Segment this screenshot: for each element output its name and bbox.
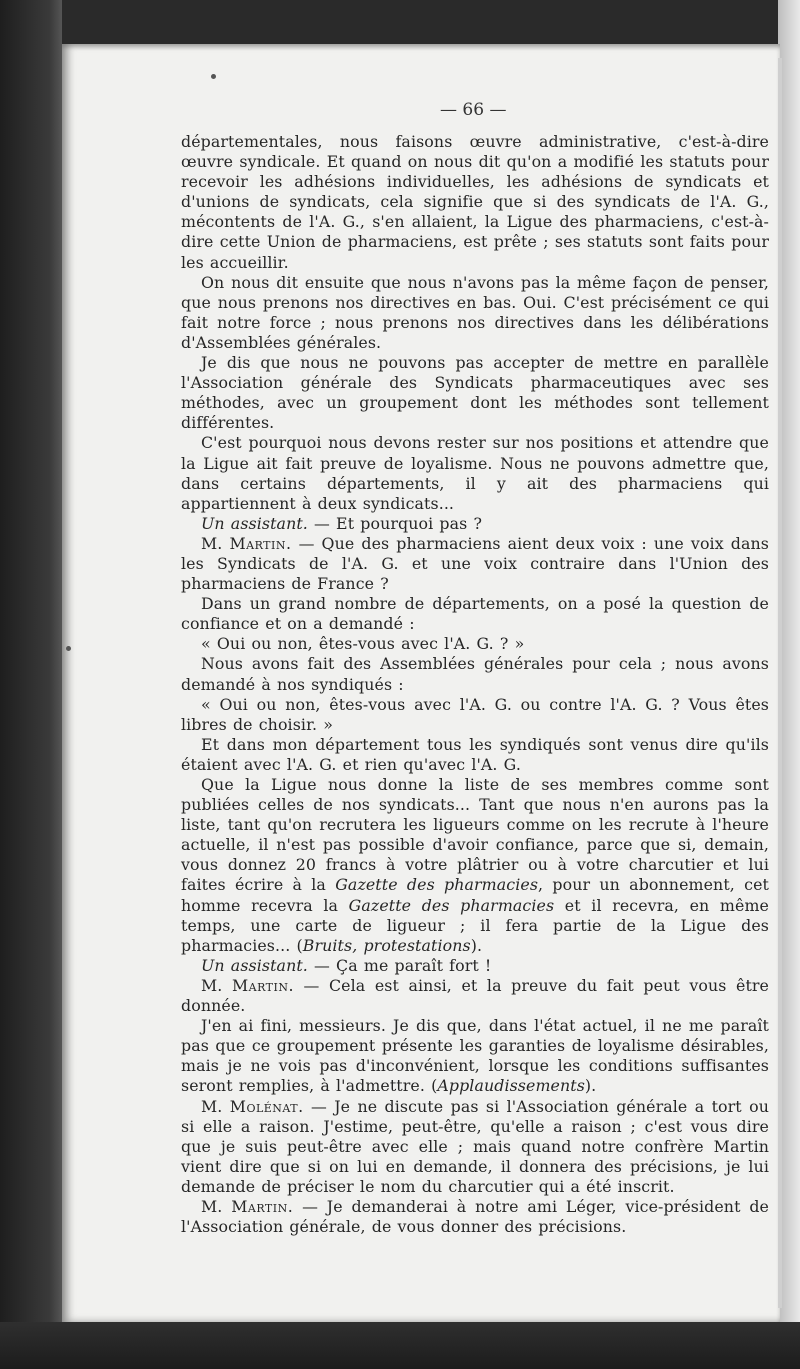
paragraph-text: , pour un abonnement, cet homme recevra la bbox=[181, 875, 769, 915]
paragraph-text: — Et pourquoi pas ? bbox=[307, 513, 483, 533]
paragraph-text: J'en ai fini, messieurs. Je dis que, dans l'état actuel, il ne me paraît pas que ce groupement présente les garanties de loyalisme désirables, mais je ne vois pas d'inconvénient, lorsque les conditions suffisantes seront remplies, à l'admettre. ( bbox=[181, 1016, 769, 1096]
paragraph-8 bbox=[181, 634, 769, 654]
paragraph-text: Je dis que nous ne pouvons pas accepter de mettre en parallèle l'Association générale des Syndicats pharmaceutiques avec ses méthodes, avec un groupement dont les méthodes sont tellement différentes. bbox=[181, 353, 769, 433]
speaker-name: Martin. bbox=[229, 533, 292, 553]
paragraph-text: Que la Ligue nous donne la liste de ses membres comme sont publiées celles de nos syndicats... Tant que nous n'en aurons pas la liste, tant qu'on recrutera les ligueurs comme on les recrute à l'heure actuelle, il n'est pas possible d'avoir confiance, parce que si, demain, vous donnez 20 francs à votre plâtrier ou à votre charcutier et lui faites écrire à la bbox=[181, 775, 769, 895]
speaker-prefix: M. bbox=[201, 533, 230, 553]
paragraph-9 bbox=[181, 654, 769, 694]
italic-text: Gazette des pharmacies bbox=[348, 895, 555, 915]
page-number: — 66 — bbox=[440, 100, 507, 120]
speaker-name: Un assistant. bbox=[201, 513, 308, 533]
paragraph-1 bbox=[181, 132, 769, 273]
italic-text: Applaudissements bbox=[437, 1076, 585, 1096]
paragraph-text: « Oui ou non, êtes-vous avec l'A. G. ? » bbox=[201, 634, 525, 654]
paragraph-text: ). bbox=[584, 1076, 597, 1096]
paragraph-12 bbox=[181, 775, 769, 956]
scan-background-left bbox=[0, 0, 62, 1369]
paragraph-13 bbox=[181, 956, 769, 976]
paragraph-text: — Cela est ainsi, et la preuve du fait peut vous être donnée. bbox=[181, 975, 769, 1016]
paragraph-text: et il recevra, en même temps, une carte de ligueur ; il fera partie de la Ligue des pharmacies... ( bbox=[181, 895, 769, 955]
paragraph-text: — Je demanderai à notre ami Léger, vice-président de l'Association générale, de vous donner des précisions. bbox=[181, 1196, 769, 1237]
paragraph-text: départementales, nous faisons œuvre administrative, c'est-à-dire œuvre syndicale. Et quand on nous dit qu'on a modifié les statuts pour recevoir les adhésions individuelles, les adhésions de syndicats et d'unions de syndicats, cela signifie que si des syndicats de l'A. G., mécontents de l'A. G., s'en allaient, la Ligue des pharmaciens, c'est-à-dire cette Union de pharmaciens, est prête ; ses statuts sont faits pour les accueillir. bbox=[181, 132, 769, 272]
scan-background-bottom bbox=[0, 1322, 800, 1369]
speaker-prefix: M. bbox=[201, 1096, 230, 1116]
speaker-prefix: M. bbox=[201, 975, 232, 995]
paragraph-text: ). bbox=[470, 935, 483, 955]
paragraph-text: Dans un grand nombre de départements, on a posé la question de confiance et on a demandé : bbox=[181, 594, 769, 634]
paragraph-10 bbox=[181, 695, 769, 735]
paragraph-text: Nous avons fait des Assemblées générales pour cela ; nous avons demandé à nos syndiqués : bbox=[181, 654, 769, 694]
speaker-name: Un assistant. bbox=[201, 955, 308, 975]
paragraph-6 bbox=[181, 534, 769, 594]
paragraph-text: — Que des pharmaciens aient deux voix : une voix dans les Syndicats de l'A. G. et une voix contraire dans l'Union des pharmaciens de France ? bbox=[181, 533, 769, 594]
body-text bbox=[181, 132, 769, 1237]
paragraph-text: — Ça me paraît fort ! bbox=[307, 955, 492, 975]
paragraph-text: — Je ne discute pas si l'Association générale a tort ou si elle a raison. J'estime, peut-être, qu'elle a raison ; c'est vous dire que je suis peut-être avec elle ; mais quand notre confrère Martin vient dire que si on lui en demande, il donnera des précisions, je lui demande de préciser le nom du charcutier qui a été inscrit. bbox=[181, 1096, 769, 1196]
paragraph-5 bbox=[181, 514, 769, 534]
paragraph-2 bbox=[181, 273, 769, 353]
paragraph-7 bbox=[181, 594, 769, 634]
paragraph-15 bbox=[181, 1016, 769, 1096]
paragraph-3 bbox=[181, 353, 769, 433]
paragraph-text: Et dans mon département tous les syndiqués sont venus dire qu'ils étaient avec l'A. G. et rien qu'avec l'A. G. bbox=[181, 734, 769, 774]
speaker-prefix: M. bbox=[201, 1196, 232, 1216]
paragraph-11 bbox=[181, 735, 769, 775]
paragraph-4 bbox=[181, 433, 769, 513]
paragraph-16 bbox=[181, 1097, 769, 1197]
paragraph-14 bbox=[181, 976, 769, 1016]
paragraph-text: On nous dit ensuite que nous n'avons pas la même façon de penser, que nous prenons nos directives en bas. Oui. C'est précisément ce qui fait notre force ; nous prenons nos directives dans les délibérations d'Assemblées générales. bbox=[181, 272, 769, 352]
speaker-name: Martin. bbox=[231, 975, 294, 995]
italic-text: Gazette des pharmacies bbox=[335, 875, 539, 895]
italic-text: Bruits, protestations bbox=[302, 935, 471, 955]
page-edge bbox=[778, 58, 782, 1308]
binding-hole-mark bbox=[66, 646, 71, 651]
paragraph-17 bbox=[181, 1197, 769, 1237]
speaker-name: Molénat. bbox=[229, 1096, 304, 1116]
print-speck bbox=[211, 74, 216, 79]
paragraph-text: « Oui ou non, êtes-vous avec l'A. G. ou contre l'A. G. ? Vous êtes libres de choisir. » bbox=[181, 694, 769, 734]
speaker-name: Martin. bbox=[231, 1196, 294, 1216]
paragraph-text: C'est pourquoi nous devons rester sur nos positions et attendre que la Ligue ait fait preuve de loyalisme. Nous ne pouvons admettre que, dans certains départements, il y ait des pharmaciens qui appartiennent à deux syndicats... bbox=[181, 433, 769, 513]
